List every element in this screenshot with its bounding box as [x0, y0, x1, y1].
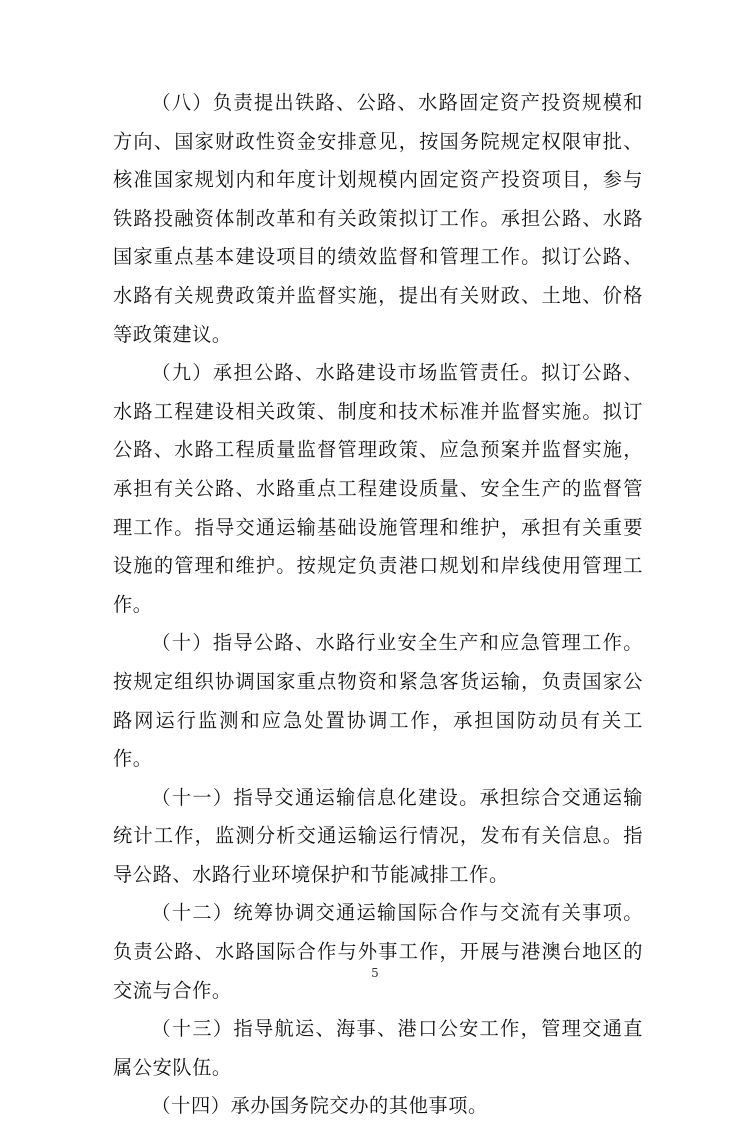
- page-number: 5: [371, 966, 379, 980]
- paragraph-item-13: （十三）指导航运、海事、港口公安工作，管理交通直属公安队伍。: [113, 1017, 643, 1079]
- paragraph-item-8: （八）负责提出铁路、公路、水路固定资产投资规模和方向、国家财政性资金安排意见，按国务院规定权限审批、核准国家规划内和年度计划规模内固定资产投资项目，参与铁路投融资体制改革和有关政策拟订工作。承担公路、水路国家重点基本建设项目的绩效监督和管理工作。拟订公路、水路有关规费政策并监督实施，提出有关财政、土地、价格等政策建议。: [113, 91, 643, 346]
- paragraph-item-14: （十四）承办国务院交办的其他事项。: [151, 1094, 488, 1118]
- paragraph-item-11: （十一）指导交通运输信息化建设。承担综合交通运输统计工作，监测分析交通运输运行情况，发布有关信息。指导公路、水路行业环境保护和节能减排工作。: [113, 785, 643, 886]
- paragraph-item-9: （九）承担公路、水路建设市场监管责任。拟订公路、水路工程建设相关政策、制度和技术标准并监督实施。拟订公路、水路工程质量监督管理政策、应急预案并监督实施，承担有关公路、水路重点工程建设质量、安全生产的监督管理工作。指导交通运输基础设施管理和维护，承担有关重要设施的管理和维护。按规定负责港口规划和岸线使用管理工作。: [113, 361, 643, 616]
- paragraph-item-12: （十二）统筹协调交通运输国际合作与交流有关事项。负责公路、水路国际合作与外事工作，开展与港澳台地区的交流与合作。: [113, 901, 643, 1002]
- paragraph-item-10: （十）指导公路、水路行业安全生产和应急管理工作。按规定组织协调国家重点物资和紧急客货运输，负责国家公路网运行监测和应急处置协调工作，承担国防动员有关工作。: [113, 631, 643, 771]
